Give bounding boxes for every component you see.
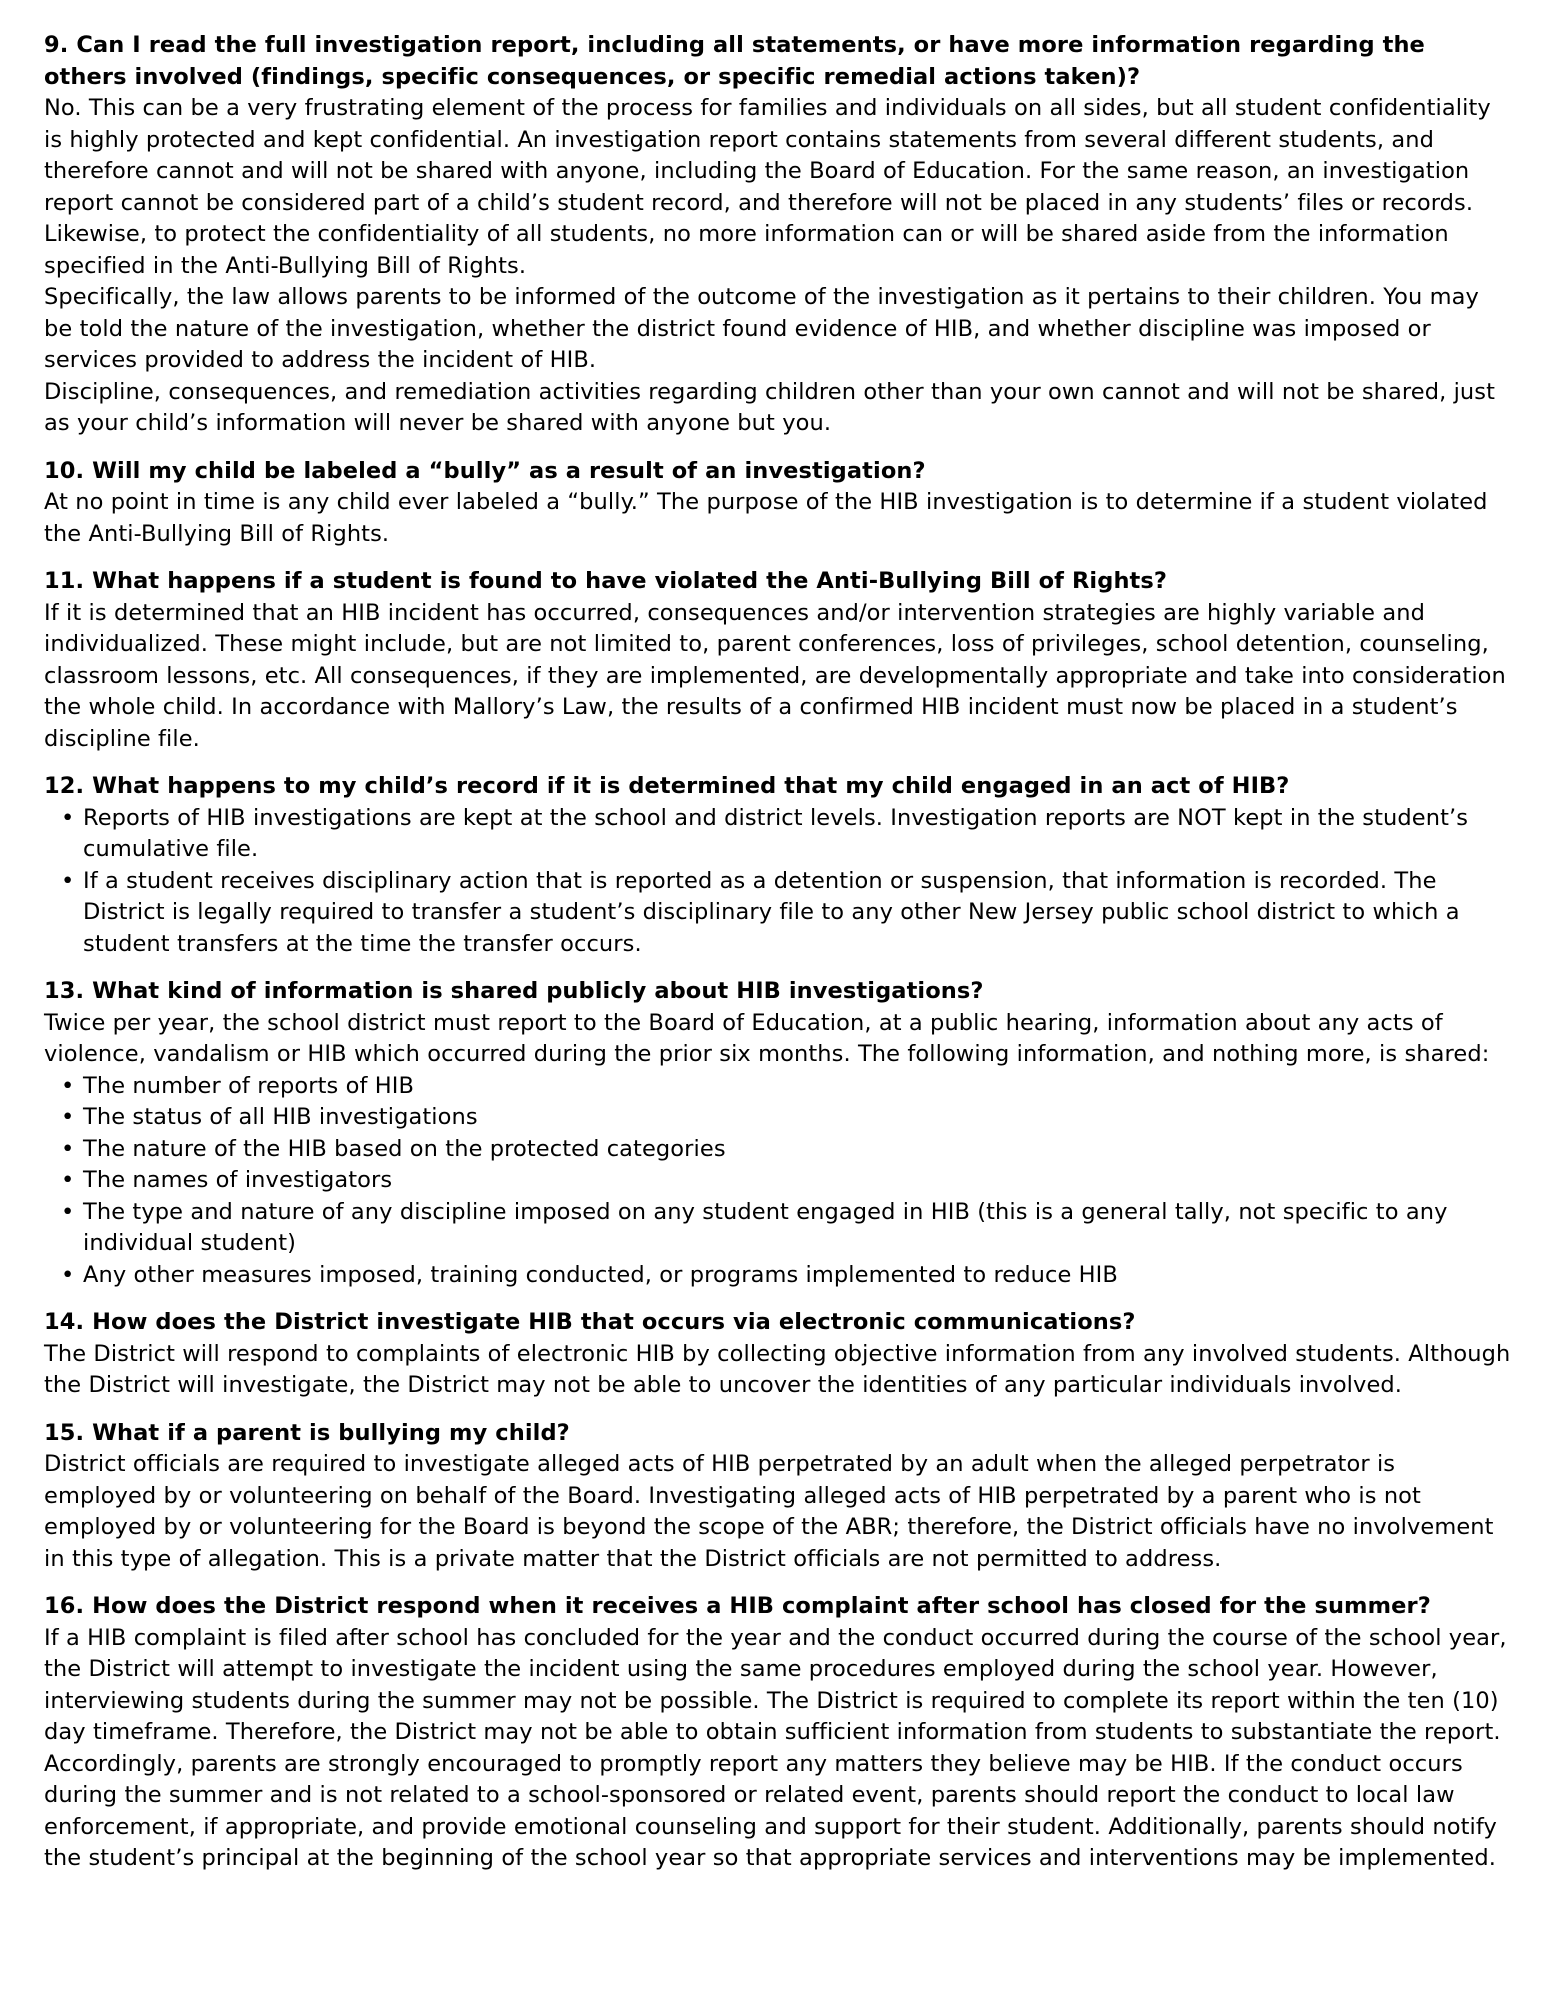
faq-bullet-list — [44, 803, 1512, 961]
list-item: • The type and nature of any discipline imposed on any student engaged in HIB (this is a general tally, not specific to any individual student) — [44, 1197, 1512, 1260]
faq-answer-paragraph: Discipline, consequences, and remediation activities regarding children other than your own cannot and will not be shared, just as your child’s information will never be shared with anyone but you. — [44, 378, 1496, 436]
faq-answer-paragraph: District officials are required to investigate alleged acts of HIB perpetrated by an adult when the alleged perpetrator is employed by or volunteering on behalf of the Board. Investigating alleged acts of HIB perpetrated by a parent who is not employed by or volunteering for the Board is beyond the scope of the ABR; therefore, the District officials have no involvement in this type of allegation. This is a private matter that the District officials are not permitted to address. — [44, 1451, 1494, 1572]
faq-answer-paragraph: Specifically, the law allows parents to be informed of the outcome of the investigation as it pertains to their children. You may be told the nature of the investigation, whether the district found evidence of HIB, and whether discipline was imposed or services provided to address the incident of HIB. — [44, 284, 1479, 373]
list-item: • The number of reports of HIB — [44, 1071, 1512, 1103]
faq-section-16 — [44, 1591, 1512, 1875]
faq-section-15 — [44, 1418, 1512, 1576]
faq-answer-paragraph: If it is determined that an HIB incident has occurred, consequences and/or intervention strategies are highly variable and individualized. These might include, but are not limited to, parent conferences, loss of privileges, school detention, counseling, classroom lessons, etc. All consequences, if they are implemented, are developmentally appropriate and take into consideration the whole child. In accordance with Mallory’s Law, the results of a confirmed HIB incident must now be placed in a student’s discipline file. — [44, 599, 1506, 752]
list-item: • Reports of HIB investigations are kept at the school and district levels. Investigation reports are NOT kept in the student’s cumulative file. — [44, 803, 1512, 866]
faq-section-9 — [44, 30, 1512, 440]
faq-answer-paragraph: No. This can be a very frustrating element of the process for families and individuals on all sides, but all student confidentiality is highly protected and kept confidential. An investigation report contains statements from several different students, and therefore cannot and will not be shared with anyone, including the Board of Education. For the same reason, an investigation report cannot be considered part of a child’s student record, and therefore will not be placed in any students’ files or records. Likewise, to protect the confidentiality of all students, no more information can or will be shared aside from the information specified in the Anti-Bullying Bill of Rights. — [44, 95, 1491, 279]
faq-question: 11. What happens if a student is found to have violated the Anti-Bullying Bill of Rights? — [44, 568, 1168, 594]
faq-answer-paragraph: At no point in time is any child ever labeled a “bully.” The purpose of the HIB investigation is to determine if a student violated the Anti-Bullying Bill of Rights. — [44, 489, 1488, 547]
faq-section-12 — [44, 771, 1512, 960]
faq-question: 12. What happens to my child’s record if it is determined that my child engaged in an act of HIB? — [44, 773, 1290, 799]
list-item: • The names of investigators — [44, 1165, 1512, 1197]
faq-question: 13. What kind of information is shared publicly about HIB investigations? — [44, 978, 984, 1004]
faq-question: 16. How does the District respond when it receives a HIB complaint after school has closed for the summer? — [44, 1593, 1431, 1619]
list-item: • The status of all HIB investigations — [44, 1102, 1512, 1134]
list-item: • If a student receives disciplinary action that is reported as a detention or suspension, that information is recorded. The District is legally required to transfer a student’s disciplinary file to any other New Jersey public school district to which a student transfers at the time the transfer occurs. — [44, 866, 1512, 961]
faq-section-13 — [44, 976, 1512, 1291]
faq-answer-paragraph: Twice per year, the school district must report to the Board of Education, at a public hearing, information about any acts of violence, vandalism or HIB which occurred during the prior six months. The following information, and nothing more, is shared: — [44, 1009, 1490, 1067]
faq-question: 14. How does the District investigate HIB that occurs via electronic communications? — [44, 1309, 1136, 1335]
list-item: • The nature of the HIB based on the protected categories — [44, 1134, 1512, 1166]
list-item: • Any other measures imposed, training conducted, or programs implemented to reduce HIB — [44, 1260, 1512, 1292]
faq-section-11 — [44, 566, 1512, 755]
faq-bullet-list — [44, 1071, 1512, 1292]
faq-answer-paragraph: The District will respond to complaints of electronic HIB by collecting objective information from any involved students. Although the District will investigate, the District may not be able to uncover the identities of any particular individuals involved. — [44, 1340, 1511, 1398]
faq-section-14 — [44, 1307, 1512, 1402]
faq-question: 10. Will my child be labeled a “bully” as a result of an investigation? — [44, 457, 926, 484]
faq-answer-paragraph: If a HIB complaint is filed after school has concluded for the year and the conduct occurred during the course of the school year, the District will attempt to investigate the incident using the same procedures employed during the school year. However, interviewing students during the summer may not be possible. The District is required to complete its report within the ten (10) day timeframe. Therefore, the District may not be able to obtain sufficient information from students to substantiate the report. Accordingly, parents are strongly encouraged to promptly report any matters they believe may be HIB. If the conduct occurs during the summer and is not related to a school-sponsored or related event, parents should report the conduct to local law enforcement, if appropriate, and provide emotional counseling and support for their student. Additionally, parents should notify the student’s principal at the beginning of the school year so that appropriate services and interventions may be implemented. — [44, 1624, 1507, 1871]
faq-question: 15. What if a parent is bullying my child? — [44, 1419, 570, 1446]
faq-question: 9. Can I read the full investigation report, including all statements, or have more information regarding the others involved (findings, specific consequences, or specific remedial actions taken)? — [44, 32, 1425, 90]
faq-document — [44, 30, 1512, 1891]
faq-section-10 — [44, 456, 1512, 551]
